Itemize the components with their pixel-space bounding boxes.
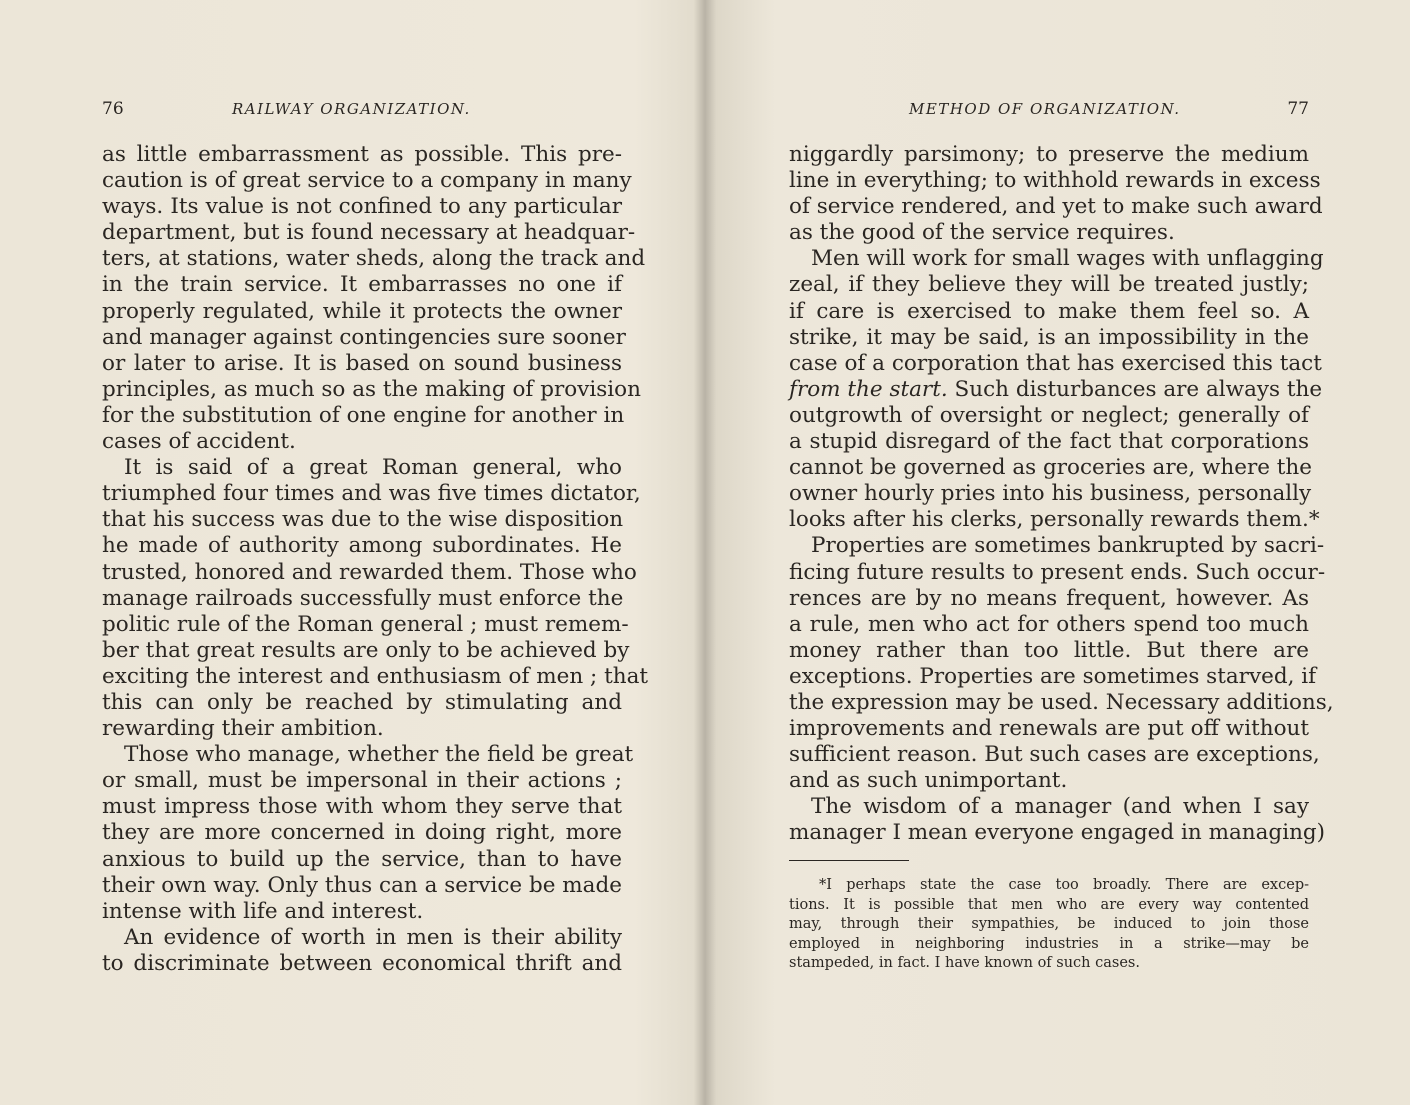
text-line: outgrowth of oversight or neglect; generally of (789, 402, 1309, 428)
left-page-body (102, 142, 649, 977)
text-line: exciting the interest and enthusiasm of men ; that (102, 663, 649, 689)
right-page-header (789, 96, 1309, 122)
text-line: caution is of great service to a company in many (102, 168, 632, 194)
text-line: their own way. Only thus can a service be made (102, 872, 622, 898)
text-line: may, through their sympathies, be induced to join those (789, 916, 1309, 933)
text-line: he made of authority among subordinates. He (102, 533, 622, 559)
text-line: manage railroads successfully must enforce the (102, 585, 624, 611)
text-line: owner hourly pries into his business, personally (789, 481, 1312, 507)
text-line: as little embarrassment as possible. This pre- (102, 142, 622, 167)
text-line: trusted, honored and rewarded them. Those who (102, 559, 637, 585)
text-line: or small, must be impersonal in their actions ; (102, 768, 622, 794)
text-line: that his success was due to the wise disposition (102, 507, 624, 533)
text-line: intense with life and interest. (102, 898, 424, 924)
text-line: a rule, men who act for others spend too much (789, 611, 1309, 637)
text-line: strike, it may be said, is an impossibility in the (789, 324, 1309, 350)
text-line: Properties are sometimes bankrupted by sacri- (811, 533, 1325, 559)
text-line: It is said of a great Roman general, who (124, 455, 622, 481)
left-running-title: RAILWAY ORGANIZATION. (232, 100, 471, 118)
text-line: ters, at stations, water sheds, along the track and (102, 246, 646, 272)
left-page-number: 76 (102, 99, 124, 119)
text-line: in the train service. It embarrasses no one if (102, 272, 622, 298)
footnote-rule (789, 860, 909, 861)
text-line: a stupid disregard of the fact that corporations (789, 429, 1309, 455)
text-line: ber that great results are only to be achieved by (102, 637, 630, 663)
text-line: for the substitution of one engine for another in (102, 402, 625, 428)
text-line: to discriminate between economical thrift and (102, 950, 622, 976)
text-line: employed in neighboring industries in a strike—may be (789, 935, 1309, 952)
text-line: Those who manage, whether the field be great (124, 742, 634, 768)
text-line: money rather than too little. But there are (789, 637, 1309, 663)
text-line: exceptions. Properties are sometimes starved, if (789, 663, 1317, 689)
text-line: An evidence of worth in men is their ability (124, 924, 622, 950)
text-line: this can only be reached by stimulating and (102, 689, 622, 715)
text-line: tions. It is possible that men who are every way contented (789, 896, 1309, 913)
text-line: must impress those with whom they serve that (102, 794, 622, 820)
text-line: *I perhaps state the case too broadly. There are excep- (819, 877, 1309, 893)
text-line: department, but is found necessary at headquar- (102, 220, 636, 246)
text-line: and as such unimportant. (789, 768, 1068, 794)
left-page (0, 0, 703, 1105)
text-line: sufficient reason. But such cases are exceptions, (789, 742, 1320, 768)
text-line: looks after his clerks, personally rewards them.* (789, 507, 1320, 533)
text-line: manager I mean everyone engaged in managing) (789, 820, 1326, 846)
text-line: niggardly parsimony; to preserve the medium (789, 142, 1309, 167)
text-line: triumphed four times and was five times dictator, (102, 481, 641, 507)
right-page-number: 77 (1287, 99, 1309, 119)
right-page (707, 0, 1410, 1105)
text-line: politic rule of the Roman general ; must remem- (102, 611, 629, 637)
text-line: The wisdom of a manager (and when I say (811, 794, 1309, 820)
text-line: as the good of the service requires. (789, 220, 1175, 246)
text-line: if care is exercised to make them feel so. A (789, 298, 1309, 324)
text-line: ways. Its value is not confined to any particular (102, 194, 622, 220)
text-line: ficing future results to present ends. Such occur- (789, 559, 1326, 585)
text-line: the expression may be used. Necessary additions, (789, 689, 1334, 715)
text-line: anxious to build up the service, than to have (102, 846, 622, 872)
text-line: principles, as much so as the making of provision (102, 376, 641, 402)
text-line: of service rendered, and yet to make such award (789, 194, 1323, 220)
text-line: from the start. Such disturbances are always the (789, 376, 1323, 402)
text-line: improvements and renewals are put off without (789, 716, 1309, 742)
text-line: zeal, if they believe they will be treated justly; (789, 272, 1309, 298)
text-line: cannot be governed as groceries are, where the (789, 455, 1313, 481)
right-page-body (789, 142, 1334, 847)
text-line: cases of accident. (102, 429, 296, 455)
footnote (789, 876, 1309, 974)
text-line: rewarding their ambition. (102, 716, 384, 742)
right-running-title: METHOD OF ORGANIZATION. (909, 100, 1181, 118)
text-line: line in everything; to withhold rewards in excess (789, 168, 1321, 194)
text-line: properly regulated, while it protects the owner (102, 298, 622, 324)
text-line: or later to arise. It is based on sound business (102, 350, 622, 376)
left-page-header (102, 96, 622, 122)
text-line: Men will work for small wages with unflagging (811, 246, 1324, 272)
text-line: case of a corporation that has exercised this tact (789, 350, 1322, 376)
text-line: they are more concerned in doing right, more (102, 820, 622, 846)
text-line: stampeded, in fact. I have known of such cases. (789, 955, 1140, 972)
text-line: and manager against contingencies sure sooner (102, 324, 626, 350)
text-line: rences are by no means frequent, however. As (789, 585, 1309, 611)
